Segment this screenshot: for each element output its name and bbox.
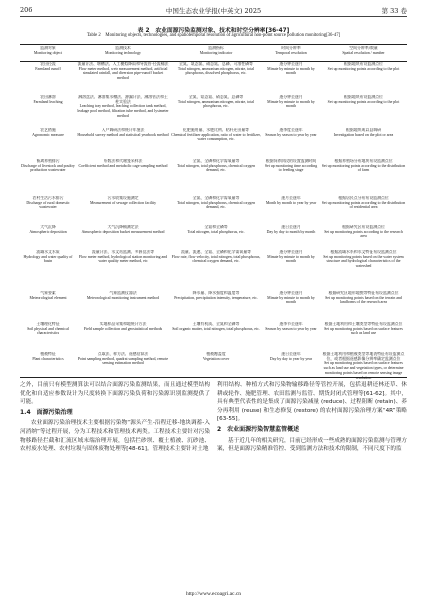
cell-text-cn: 淋溶盘法、淋溶集水槽法、渗漏计法、淋溶管法和土柱实验法 — [78, 95, 168, 104]
cell-text-cn: 根据饲养阶段的设置监测时间 — [265, 159, 317, 163]
cell-text-cn: 流域水文水质 — [36, 250, 60, 254]
cell-text-en: Total nitrogen, total phosphorus, chemical oxygen demand, etc. — [176, 200, 256, 210]
table-row — [20, 322, 407, 352]
cell-text-en: Set up monitoring points according to the distribution of residential area — [321, 200, 406, 210]
cell-text-en: Soil organic matter, total nitrogen, total phosphorus, etc. — [172, 326, 260, 331]
table-cell — [77, 352, 169, 380]
table-cell — [171, 128, 261, 159]
cell-text-en: Season by season to year by year — [265, 326, 317, 331]
table-cell — [321, 46, 406, 61]
table-cell — [77, 128, 169, 159]
cell-text-cn: 监测对象 — [40, 46, 56, 50]
cell-text-cn: 化肥施用量、水肥比例、秸秆还田量等 — [182, 128, 250, 132]
cell-text-en: Set up monitoring points according to the research area — [324, 229, 403, 239]
table-cell — [321, 128, 406, 159]
cell-text-cn: 入户调研法和统计年鉴法 — [101, 128, 145, 132]
cell-text-cn: 土壤理化特征 — [36, 322, 60, 326]
cell-text-cn: 污水收集设施测定 — [107, 196, 139, 200]
cell-text-en: Meteorological monitoring instrument method — [86, 295, 160, 300]
body-paragraph: 基于近几年的相关研究，目前已经形成一些成熟的面源污染监测与管理方案，但是面源污染精准管控、受到监测方法和技术的限制，不同尺度下的监 — [217, 437, 408, 453]
table-row — [20, 95, 407, 128]
cell-text-cn: 逐季度至逐年 — [279, 128, 303, 132]
table-cell — [21, 352, 75, 380]
cell-text-en: Set up monitoring points according to the plot — [327, 99, 400, 104]
cell-text-cn: 农村生活污水排污 — [32, 196, 64, 200]
cell-text-cn: 根据研究区地形地貌等特征布设监测点位 — [328, 291, 399, 295]
table-cell — [171, 46, 261, 61]
table-cell — [171, 95, 261, 128]
table-cell — [21, 95, 75, 128]
table-cell — [77, 46, 169, 61]
monitoring-table — [20, 44, 407, 378]
table-row — [20, 159, 407, 196]
cell-text-cn: 气象监测仪器法 — [109, 291, 137, 295]
cell-text-cn: 逐分钟至逐月 — [279, 95, 303, 99]
cell-text-cn: 系数法和代谢笼采样法 — [103, 159, 143, 163]
cell-text-cn: 时间分辨率 — [281, 46, 301, 50]
table-cell — [171, 250, 261, 291]
cell-text-en: Set up monitoring points based on surface features such as land use and vegetation types, or determine monitoring points based on remote sensing image resolution — [323, 361, 404, 380]
section-heading: 1.4 面源污染治理 — [20, 408, 73, 416]
body-right-column — [217, 381, 407, 454]
table-cell — [171, 159, 261, 196]
cell-text-en: Coefficient method and metabolic cage sampling method — [78, 163, 168, 168]
table-cell — [171, 322, 261, 352]
table-row — [20, 291, 407, 322]
journal-title: 中国生态农业学报(中英文) 2025 — [165, 7, 262, 15]
cell-text-cn: 大气沉降 — [40, 225, 56, 229]
cell-text-en: Season by season to year by year — [265, 132, 317, 137]
cell-text-en: Agronomic measure — [32, 132, 64, 137]
cell-text-cn: 逐分钟至逐月 — [279, 291, 303, 295]
table-cell — [77, 159, 169, 196]
cell-text-en: Hydrology and water quality of basin — [23, 254, 73, 264]
table-cell — [21, 291, 75, 322]
table-cell — [21, 322, 75, 352]
cell-text-cn: 根据地块或以县调研 — [345, 128, 381, 132]
table-cell — [21, 196, 75, 225]
cell-text-cn: 土壤有机质、全氮和全磷等 — [192, 322, 240, 326]
volume-label: 第 33 卷 — [381, 7, 407, 15]
cell-text-en: Discharge of rural domestic wastewater — [26, 200, 70, 210]
table-caption-cn: 表 2 农业面源污染监测对象、技术和时空分辨率[36-47] — [137, 28, 290, 34]
cell-text-cn: 流量计法、水文站监测、多源仪法等 — [91, 250, 155, 254]
cell-text-en: Minute by minute to month by month — [267, 254, 315, 264]
cell-text-en: Soil physical and chemical characteristics — [27, 326, 69, 336]
cell-text-en: Atmospheric deposition — [29, 229, 67, 234]
cell-text-cn: 逐月至逐年 — [281, 196, 301, 200]
cell-text-en: Set up monitoring points based on surface features such as land use — [324, 326, 403, 336]
table-row — [20, 250, 407, 291]
table-cell — [77, 225, 169, 250]
cell-text-cn: 监测指标 — [208, 46, 224, 50]
cell-text-en: Leaching tray method, leaching collection tank method, leakage pool method, filtration tube method, and lysimeter method — [77, 104, 169, 118]
body-left-column — [20, 381, 210, 454]
cell-text-en: Spatial resolution / number — [342, 50, 385, 55]
cell-text-cn: 逐分钟至逐月 — [279, 62, 303, 66]
body-paragraph: 之外，目前只有模型测算法可以结合面源污染监测结果，而且通过模型结构优化和自适应参数设计为尺度转换下面源污染负荷和污染源识别监测提供了可能。 — [20, 382, 210, 406]
section-heading: 2 农业面源污染智慧监管概述 — [217, 425, 300, 433]
cell-text-en: Flow meter method, weir measurement method, artificial simulated rainfall, and diversion pipe-runoff bucket method — [78, 66, 168, 81]
cell-text-cn: 根据地块布设监测点位 — [344, 95, 383, 99]
table-cell — [263, 291, 319, 322]
cell-text-en: Minute by minute to month by month — [267, 66, 315, 76]
cell-text-en: Set up monitoring time according to feeding stage — [264, 163, 318, 173]
cell-text-cn: 全氮、氨态氮、硝态氮、总磷、可溶性磷等 — [179, 62, 253, 66]
cell-text-cn: 大气沉降桶测定法 — [107, 225, 139, 229]
table-row — [20, 352, 407, 380]
table-cell — [77, 250, 169, 291]
cell-text-cn: 点取法、样方法、遥感估算法 — [97, 352, 149, 356]
cell-text-cn: 根据养殖场分布地块布设监测点位 — [334, 159, 393, 163]
cell-text-en: Household survey method and statistical yearbook method — [77, 132, 169, 137]
cell-text-cn: 根据研究区布设监测点位 — [342, 225, 385, 229]
body-paragraph: 利用结构、种植方式和污染物输移路径等管控开展，包括退耕还林还草、休耕或轮作、施肥管理、农田监测与监管、期货封闭式管理等[61-62]。其中，具有典型代表性的是集成了面源污染减量 (reduce)、过程阻断 (retain)、养分再利用 (reuse) 和生态修复 (restore) 的农村面源污染治理方案“4R”策略[63-55]。 — [217, 382, 407, 423]
table-cell — [21, 250, 75, 291]
cell-text-cn: 全氮、氨态氮、硝态氮、总磷等 — [188, 95, 244, 99]
page-number: 206 — [20, 6, 33, 14]
table-cell — [21, 62, 75, 95]
cell-text-cn: 畜禽养殖排污 — [36, 159, 60, 163]
table-cell — [77, 291, 169, 322]
cell-text-en: Chemical fertilizer application, ratio of water to fertilizer, water consumption, etc. — [171, 132, 261, 142]
table-cell — [263, 250, 319, 291]
cell-text-en: Investigation based on the plot or area — [333, 132, 394, 137]
cell-text-en: Discharge of livestock and poultry production wastewater — [21, 163, 75, 173]
table-caption-en: Table 2 Monitoring objects, technologies, and spatiotemporal resolution of agricultural non-point source pollution monitoring[36-47] — [86, 33, 341, 38]
cell-text-cn: 实地样品采集和地统计方法 — [99, 322, 147, 326]
table-cell — [321, 352, 406, 380]
cell-text-en: Flow meter method, hydrological station monitoring and water quality meter method, etc — [78, 254, 168, 264]
table-row — [20, 196, 407, 225]
table-cell — [77, 196, 169, 225]
table-cell — [77, 322, 169, 352]
cell-text-en: Flow rate, flow velocity, total nitrogen, total phosphorus, chemical oxygen demand, etc. — [171, 254, 261, 264]
cell-text-en: Total nitrogen, total phosphorus, chemical oxygen demand, etc. — [176, 163, 256, 173]
table-cell — [321, 196, 406, 225]
cell-text-en: Total nitrogen, total phosphorus, etc. — [187, 229, 245, 234]
body-paragraph: 农业面源污染治理技术主要根据污染物“源头产生-沿程迁移-地块调蓄-入河消纳”等过程开展，分为工程技术和管理技术两类。工程技术主要针对污染物移路径拦截和汇流区域末端治理开展，包括拦砂坝、覆土植被、沉砂池、农村废水处理、农村垃圾与固体废物处理等[48-61]。管理技术主要针对土地 — [20, 420, 210, 453]
table-cell — [263, 128, 319, 159]
table-cell — [21, 46, 75, 61]
table-cell — [171, 352, 261, 380]
table-cell — [171, 291, 261, 322]
cell-text-en: Measurement of sewage collection facility — [89, 200, 157, 205]
table-cell — [321, 159, 406, 196]
table-cell — [263, 196, 319, 225]
cell-text-cn: 降水量、降水强度和温度等 — [192, 291, 240, 295]
cell-text-cn: 根据土地利用和植被类型等地表特征布设监测点位，或者根据遥感影像分辨率确定监测点位 — [322, 352, 405, 361]
table-cell — [321, 95, 406, 128]
cell-text-en: Monitoring object — [33, 50, 63, 55]
cell-text-cn: 农田径流 — [40, 62, 56, 66]
table-cell — [21, 159, 75, 196]
cell-text-cn: 逐分钟至逐月 — [279, 250, 303, 254]
cell-text-en: Plant characteristics — [32, 356, 64, 361]
cell-text-cn: 气象要素 — [40, 291, 56, 295]
table-cell — [263, 46, 319, 61]
cell-text-cn: 逐季节至逐年 — [279, 322, 303, 326]
cell-text-cn: 植被覆盖度 — [206, 352, 226, 356]
cell-text-en: Farmland leaching — [33, 99, 63, 104]
cell-text-cn: 植被特征 — [40, 352, 56, 356]
table-row — [20, 128, 407, 159]
cell-text-cn: 根据居民点分布布设监测点位 — [338, 196, 389, 200]
table-cell — [171, 196, 261, 225]
table-header-row — [20, 45, 407, 62]
cell-text-en: Set up monitoring points according to the distribution of farm — [321, 163, 406, 173]
cell-text-en: Set up monitoring points based on the terrain and landforms of the research area — [325, 295, 402, 305]
table-cell — [321, 62, 406, 95]
cell-text-en: Field sample collection and geostatistical methods — [83, 326, 163, 331]
cell-text-en: Monitoring technology — [105, 50, 141, 55]
table-cell — [21, 128, 75, 159]
cell-text-cn: 监测技术 — [115, 46, 131, 50]
table-cell — [321, 322, 406, 352]
cell-text-en: Vegetation cover — [202, 356, 230, 361]
cell-text-en: Meteorological element — [29, 295, 67, 300]
table-cell — [171, 62, 261, 95]
cell-text-en: Farmland runoff — [35, 66, 61, 71]
header-rule — [20, 16, 407, 17]
cell-text-en: Day by day to month by month — [266, 229, 316, 234]
table-cell — [263, 322, 319, 352]
table-cell — [263, 225, 319, 250]
cell-text-en: Precipitation, precipitation intensity, temperature, etc. — [174, 295, 258, 300]
cell-text-cn: 根据土地利用和土壤类型等特征布设监测点位 — [324, 322, 403, 326]
cell-text-en: Day by day to year by year — [269, 356, 313, 361]
cell-text-en: Set up monitoring points based on the water system structure and hydrological characteristics of the watershed — [323, 254, 404, 269]
table-cell — [77, 62, 169, 95]
cell-text-cn: 全氮、全磷和化学需氧量等 — [192, 159, 240, 163]
footer-url: http://www.ecoagri.ac.cn — [185, 591, 242, 597]
table-cell — [263, 352, 319, 380]
table-cell — [321, 225, 406, 250]
table-cell — [77, 95, 169, 128]
cell-text-cn: 全氮和全磷等 — [204, 225, 228, 229]
cell-text-cn: 流量、流速、全氮、全磷和化学需氧量等 — [180, 250, 252, 254]
cell-text-en: Total nitrogen, ammonium nitrogen, nitrate, total phosphorus, dissolved phosphorus, etc. — [177, 66, 255, 76]
cell-text-en: Total nitrogen, ammonium nitrogen, nitrate, total phosphorus, etc. — [177, 99, 255, 109]
table-row — [20, 225, 407, 250]
cell-text-en: Monitoring indicator — [199, 50, 233, 55]
cell-text-cn: 农艺措施 — [40, 128, 56, 132]
cell-text-en: Minute by minute to month by month — [267, 295, 315, 305]
cell-text-en: Set up monitoring points according to the plot — [327, 66, 400, 71]
cell-text-en: Atmospheric deposition bucket measurement method — [81, 229, 165, 234]
cell-text-en: Point sampling method, quadrat sampling method, remote sensing estimation method — [77, 356, 169, 366]
cell-text-en: Temporal resolution — [275, 50, 307, 55]
table-cell — [263, 62, 319, 95]
cell-text-cn: 根据流域水系和水文特征布设监测点位 — [330, 250, 397, 254]
cell-text-cn: 根据地块布设监测点位 — [344, 62, 383, 66]
running-header — [20, 6, 407, 16]
cell-text-en: Minute by minute to month by month — [267, 99, 315, 109]
table-cell — [263, 95, 319, 128]
table-cell — [171, 225, 261, 250]
table-cell — [21, 225, 75, 250]
cell-text-cn: 逐日至逐月 — [281, 225, 301, 229]
table-cell — [263, 159, 319, 196]
table-row — [20, 62, 407, 95]
cell-text-en: Month by month to year by year — [265, 200, 317, 205]
cell-text-cn: 流量计法、堰槽法、人工模拟降雨和导流管-径流桶法 — [77, 62, 169, 66]
cell-text-cn: 农田淋溶 — [40, 95, 56, 99]
cell-text-cn: 全氮、全磷和化学需氧量等 — [192, 196, 240, 200]
cell-text-cn: 逐日至逐年 — [281, 352, 301, 356]
table-cell — [321, 250, 406, 291]
table-cell — [321, 291, 406, 322]
cell-text-cn: 空间分辨率/数量 — [349, 46, 378, 50]
